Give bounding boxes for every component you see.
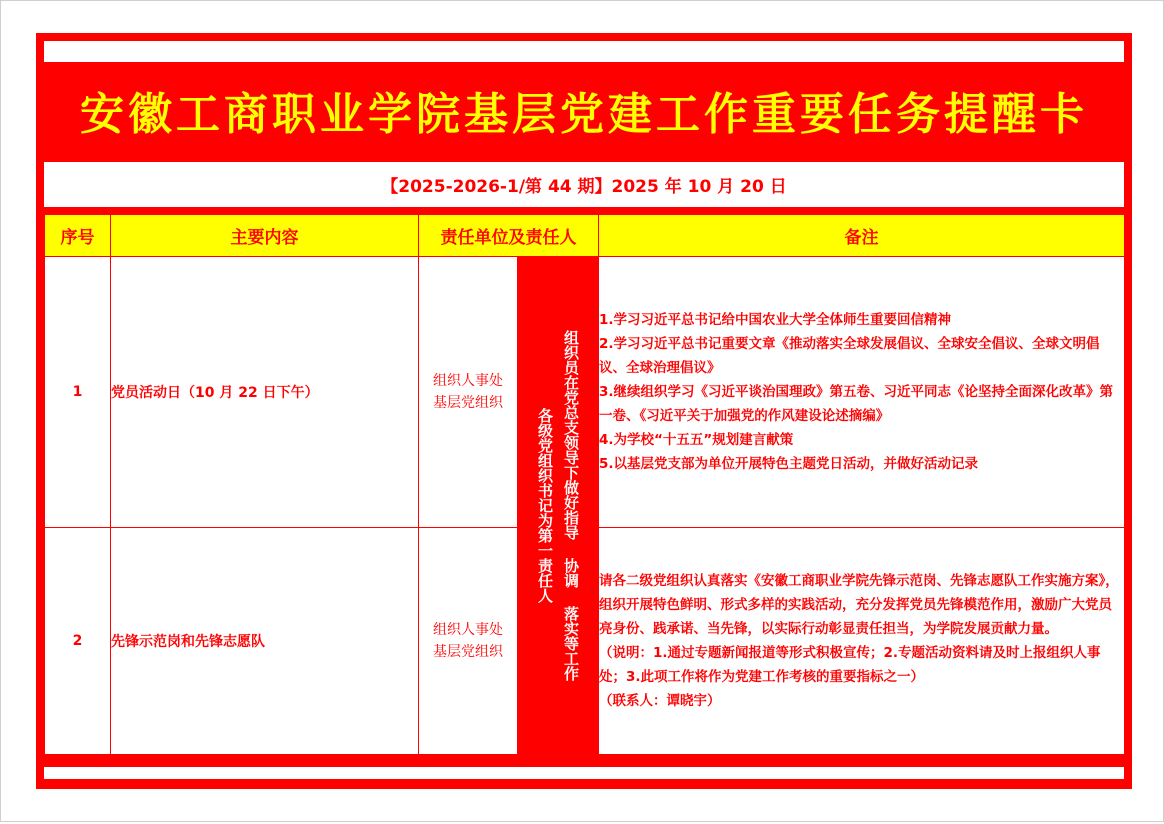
row-remarks bbox=[599, 257, 1125, 528]
table-row bbox=[45, 257, 1125, 528]
row-number: 1 bbox=[45, 257, 111, 528]
remark-line: 请各二级党组织认真落实《安徽工商职业学院先锋示范岗、先锋志愿队工作实施方案》，组织开展特色鲜明、形式多样的实践活动，充分发挥党员先锋模范作用，激励广大党员亮身份、践承诺、当先锋，以实际行动彰显责任担当，为学院发展贡献力量。 bbox=[599, 573, 1119, 637]
row-remarks bbox=[599, 528, 1125, 755]
row-departments bbox=[419, 257, 518, 528]
card-title: 安徽工商职业学院基层党建工作重要任务提醒卡 bbox=[80, 89, 1088, 140]
vertical-text-left: 各级党组织书记为第一责任人 bbox=[536, 408, 554, 603]
row-content: 党员活动日（10 月 22 日下午） bbox=[111, 257, 419, 528]
header-no: 序号 bbox=[45, 215, 111, 257]
row-number: 2 bbox=[45, 528, 111, 755]
row-content: 先锋示范岗和先锋志愿队 bbox=[111, 528, 419, 755]
header-responsible: 责任单位及责任人 bbox=[419, 215, 599, 257]
reminder-card bbox=[36, 33, 1132, 789]
vertical-text-right: 组织员在党总支领导下做好指导 协调 落实等工作 bbox=[562, 330, 580, 681]
row-departments bbox=[419, 528, 518, 755]
tasks-table bbox=[44, 214, 1125, 755]
issue-date-line: 【2025-2026-1/第 44 期】2025 年 10 月 20 日 bbox=[44, 162, 1124, 207]
top-white-strip bbox=[44, 41, 1124, 62]
remark-line: 3.继续组织学习《习近平谈治国理政》第五卷、习近平同志《论坚持全面深化改革》第一卷、《习近平关于加强党的作风建设论述摘编》 bbox=[599, 384, 1114, 424]
remark-line: 2.学习习近平总书记重要文章《推动落实全球发展倡议、全球安全倡议、全球文明倡议、全球治理倡议》 bbox=[599, 336, 1100, 376]
department-line: 组织人事处 bbox=[433, 622, 503, 638]
header-remark: 备注 bbox=[599, 215, 1125, 257]
remark-line: 4.为学校“十五五”规划建言献策 bbox=[599, 432, 794, 448]
department-line: 组织人事处 bbox=[433, 373, 503, 389]
header-content: 主要内容 bbox=[111, 215, 419, 257]
remark-line: 5.以基层党支部为单位开展特色主题党日活动，并做好活动记录 bbox=[599, 456, 979, 472]
table-header-row bbox=[45, 215, 1125, 257]
remark-note: （说明：1.通过专题新闻报道等形式积极宣传；2.专题活动资料请及时上报组织人事处；3.此项工作将作为党建工作考核的重要指标之一） bbox=[599, 645, 1101, 685]
remark-contact: （联系人：谭晓宇） bbox=[599, 693, 721, 709]
department-line: 基层党组织 bbox=[433, 395, 503, 411]
remark-line: 1.学习习近平总书记给中国农业大学全体师生重要回信精神 bbox=[599, 312, 952, 328]
department-line: 基层党组织 bbox=[433, 644, 503, 660]
bottom-white-strip bbox=[44, 767, 1124, 779]
responsibility-vertical-cell bbox=[518, 257, 599, 755]
